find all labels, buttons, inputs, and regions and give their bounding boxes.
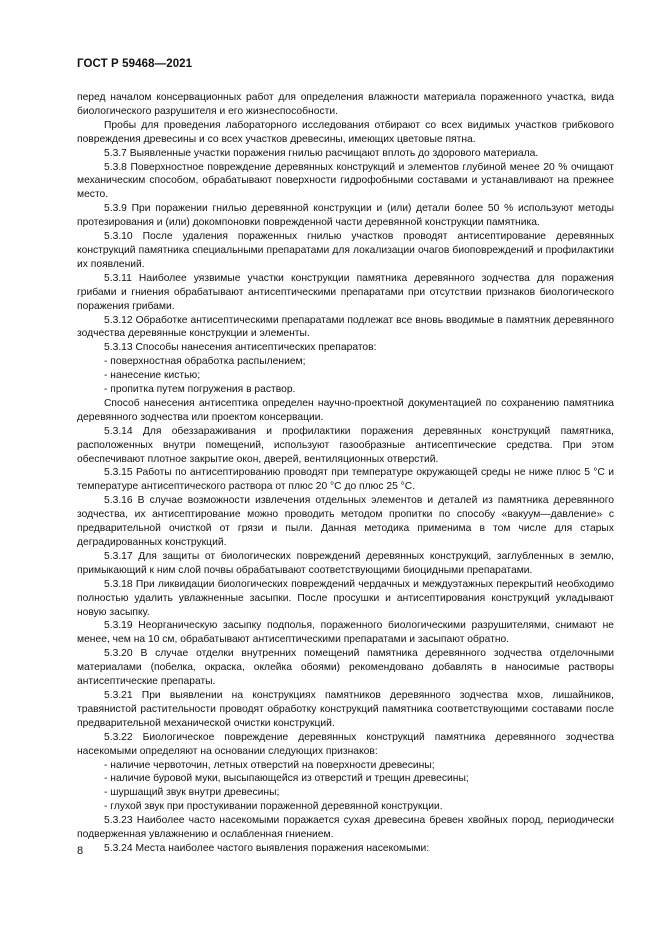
list-item: - наличие буровой муки, высыпающейся из отверстий и трещин древесины; bbox=[104, 773, 469, 785]
paragraph: 5.3.18 При ликвидации биологических повреждений чердачных и междуэтажных перекрытий необходимо полностью удалить увлажненные засыпки. После просушки и антисептирования конструкций укладывают новую засыпку. bbox=[77, 578, 614, 618]
paragraph: 5.3.21 При выявлении на конструкциях памятников деревянного зодчества мхов, лишайников, травянистой растительности проводят обработку конструкций памятника соответствующими составами после предварительной механической очистки конструкций. bbox=[77, 689, 614, 729]
paragraph: 5.3.15 Работы по антисептированию проводят при температуре окружающей среды не ниже плюс 5 °С и температуре антисептического раствора от плюс 20 °С до плюс 25 °С. bbox=[77, 467, 614, 493]
paragraph: 5.3.11 Наиболее уязвимые участки конструкции памятника деревянного зодчества для поражения грибами и гниения обрабатывают антисептическими препаратами при отсутствии признаков биологического поражения грибами. bbox=[77, 272, 614, 312]
list-item: - наличие червоточин, летных отверстий на поверхности древесины; bbox=[104, 759, 435, 771]
list-item: - нанесение кистью; bbox=[104, 370, 201, 382]
paragraph: 5.3.16 В случае возможности извлечения отдельных элементов и деталей из памятника деревянного зодчества, их антисептирование можно проводить методом пропитки по способу «вакуум—давление» с предварительной очисткой от грязи и пыли. Данная методика применима в том числе для старых деградированных конструкций. bbox=[77, 495, 614, 548]
paragraph: 5.3.13 Способы нанесения антисептических препаратов: bbox=[104, 342, 377, 354]
paragraph: 5.3.10 После удаления пораженных гнилью участков проводят антисептирование деревянных конструкций памятника специальными препаратами для локализации очагов биоповреждений и профилактики их появлений. bbox=[77, 231, 614, 270]
paragraph: перед началом консервационных работ для определения влажности материала пораженного участка, вида биологического разрушителя и его жизнеспособности. bbox=[77, 92, 614, 117]
paragraph: 5.3.7 Выявленные участки поражения гнилью расчищают вплоть до здорового материала. bbox=[104, 147, 539, 159]
list-item: - шуршащий звук внутри древесины; bbox=[104, 787, 280, 799]
paragraph: 5.3.14 Для обеззараживания и профилактики поражения деревянных конструкций памятника, расположенных внутри помещений, используют газообразные антисептические средства. При этом обеспечивают плотное закрытие окон, дверей, вентиляционных отверстий. bbox=[77, 425, 614, 465]
paragraph: 5.3.12 Обработке антисептическими препаратами подлежат все вновь вводимые в памятник деревянного зодчества деревянные конструкции и элементы. bbox=[77, 314, 614, 340]
paragraph: 5.3.8 Поверхностное повреждение деревянных конструкций и элементов глубиной менее 20 % очищают механическим способом, обрабатывают поверхности гидрофобными составами и устанавливают на прежнее место. bbox=[77, 161, 614, 201]
paragraph: 5.3.9 При поражении гнилью деревянной конструкции и (или) детали более 50 % используют методы протезирования и (или) докомпоновки поврежденной части деревянной конструкции памятника. bbox=[77, 203, 614, 229]
paragraph: 5.3.17 Для защиты от биологических повреждений деревянных конструкций, заглубленных в землю, примыкающий к ним слой почвы обрабатывают соответствующими биоцидными препаратами. bbox=[77, 550, 614, 576]
document-header: ГОСТ Р 59468—2021 bbox=[77, 58, 193, 70]
list-item: - глухой звук при простукивании пораженной деревянной конструкции. bbox=[104, 801, 443, 813]
paragraph: 5.3.24 Места наиболее частого выявления поражения насекомыми: bbox=[104, 842, 430, 854]
page-number: 8 bbox=[77, 845, 84, 857]
paragraph: Способ нанесения антисептика определен научно-проектной документацией по сохранению памятника деревянного зодчества или проектом консервации. bbox=[77, 397, 614, 423]
page-body bbox=[77, 91, 614, 856]
list-item: - пропитка путем погружения в раствор. bbox=[104, 384, 296, 396]
paragraph: 5.3.20 В случае отделки внутренних помещений памятника деревянного зодчества отделочными материалами (побелка, окраска, оклейка обоями) рекомендовано добавлять в наносимые растворы антисептические препараты. bbox=[77, 648, 614, 688]
paragraph: 5.3.19 Неорганическую засыпку подполья, пораженного биологическими разрушителями, снимают не менее, чем на 10 см, обрабатывают антисептическими препаратами и засыпают обратно. bbox=[77, 620, 614, 646]
paragraph: 5.3.22 Биологическое повреждение деревянных конструкций памятника деревянного зодчества насекомыми определяют на основании следующих признаков: bbox=[77, 731, 614, 757]
paragraph: 5.3.23 Наиболее часто насекомыми поражается сухая древесина бревен хвойных пород, периодически подверженная увлажнению и ослабленная гниением. bbox=[77, 815, 614, 841]
paragraph: Пробы для проведения лабораторного исследования отбирают со всех видимых участков грибкового повреждения древесины и со всех участков древесины, имеющих цветовые пятна. bbox=[77, 119, 614, 145]
list-item: - поверхностная обработка распылением; bbox=[104, 356, 306, 368]
